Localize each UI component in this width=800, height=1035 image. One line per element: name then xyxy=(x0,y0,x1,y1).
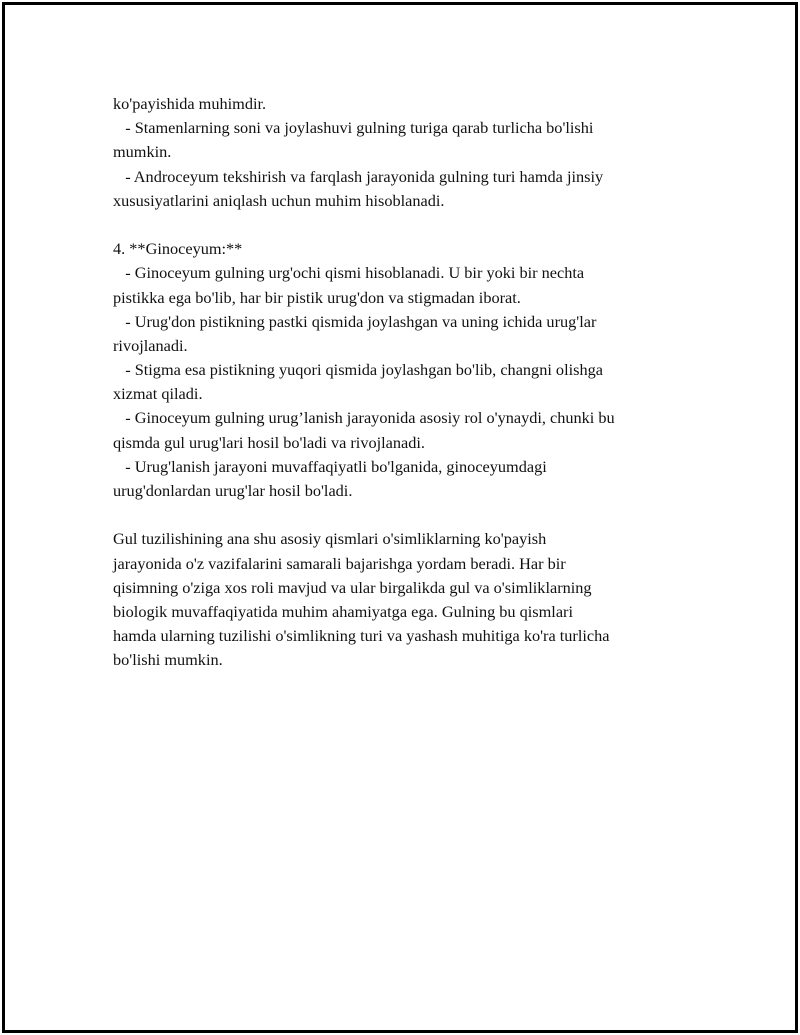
section-heading: 4. **Ginoceyum:** xyxy=(113,239,243,259)
text-line: - Urug'don pistikning pastki qismida joylashgan va uning ichida urug'lar xyxy=(113,311,597,331)
text-line: - Stigma esa pistikning yuqori qismida joylashgan bo'lib, changni olishga xyxy=(113,360,603,380)
text-line: - Ginoceyum gulning urug’lanish jarayonida asosiy rol o'ynaydi, chunki bu xyxy=(113,408,615,428)
text-line: xizmat qiladi. xyxy=(113,384,203,404)
text-line: biologik muvaffaqiyatida muhim ahamiyatga ega. Gulning bu qismlari xyxy=(113,601,574,621)
text-line: hamda ularning tuzilishi o'simlikning turi va yashash muhitiga ko'ra turlicha xyxy=(113,626,610,646)
text-line: - Urug'lanish jarayoni muvaffaqiyatli bo'lganida, ginoceyumdagi xyxy=(113,456,547,476)
text-line: xususiyatlarini aniqlash uchun muhim hisoblanadi. xyxy=(113,190,445,210)
text-line: rivojlanadi. xyxy=(113,335,188,355)
conclusion-paragraph xyxy=(113,527,703,672)
text-line: mumkin. xyxy=(113,142,172,162)
text-line: bo'lishi mumkin. xyxy=(113,650,223,670)
text-line: - Androceyum tekshirish va farqlash jarayonida gulning turi hamda jinsiy xyxy=(113,166,604,186)
text-line: jarayonida o'z vazifalarini samarali bajarishga yordam beradi. Har bir xyxy=(113,553,566,573)
text-line: Gul tuzilishining ana shu asosiy qismlari o'simliklarning ko'payish xyxy=(113,529,547,549)
paragraph-gap xyxy=(113,213,703,237)
text-line: pistikka ega bo'lib, har bir pistik urug'don va stigmadan iborat. xyxy=(113,287,521,307)
androceyum-continuation xyxy=(113,92,703,213)
text-line: - Stamenlarning soni va joylashuvi gulning turiga qarab turlicha bo'lishi xyxy=(113,118,594,138)
text-line: qisimning o'ziga xos roli mavjud va ular birgalikda gul va o'simliklarning xyxy=(113,577,592,597)
text-line: ko'payishida muhimdir. xyxy=(113,94,267,113)
text-line: qismda gul urug'lari hosil bo'ladi va rivojlanadi. xyxy=(113,432,425,452)
ginoceyum-section xyxy=(113,237,703,503)
text-line: - Ginoceyum gulning urg'ochi qismi hisoblanadi. U bir yoki bir nechta xyxy=(113,263,585,283)
paragraph-gap xyxy=(113,503,703,527)
document-body xyxy=(113,92,703,673)
text-line: urug'donlardan urug'lar hosil bo'ladi. xyxy=(113,481,353,500)
